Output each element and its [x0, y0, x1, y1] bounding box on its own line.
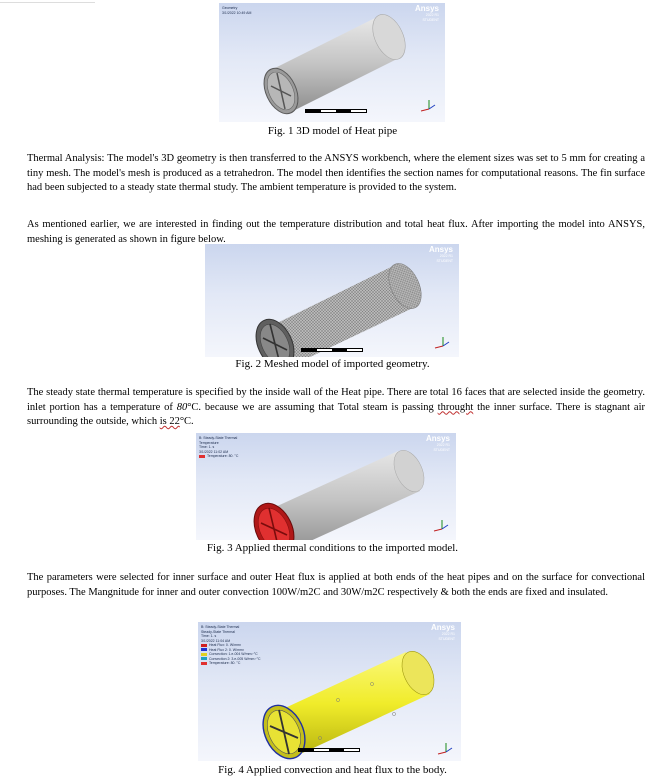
figure-2-caption: Fig. 2 Meshed model of imported geometry.: [235, 358, 430, 370]
license: STUDENT: [438, 636, 455, 641]
figure-3-image: [196, 433, 456, 540]
scale-bar: [298, 748, 360, 752]
text-run: °C.: [179, 416, 194, 427]
legend-line: Convection 2: 3.e-005 W/mm²·°C: [201, 657, 261, 662]
edition: 2022 R1: [441, 632, 455, 636]
figure-1-caption: Fig. 1 3D model of Heat pipe: [267, 125, 398, 137]
scale-bar: [301, 348, 363, 352]
meshed-heat-pipe: [205, 244, 459, 357]
legend-line: Temperature: 80. °C: [201, 661, 261, 666]
edition: 2022 R1: [425, 13, 439, 17]
figure-2-image: [205, 244, 459, 357]
heat-pipe-convection-model: [198, 622, 461, 761]
legend-line: Temperature: [199, 440, 219, 445]
paragraph-mentioned: As mentioned earlier, we are interested in finding out the temperature distribution and total heat flux. After importing the model into ANSYS, meshing is generated as shown in figure below.: [27, 219, 645, 245]
misspelled-word: is 22: [159, 416, 180, 427]
brand: Ansys: [428, 245, 453, 254]
figure-3-caption: Fig. 3 Applied thermal conditions to the imported model.: [206, 542, 459, 554]
legend-line: Heat Flux 2: 0. W/mm²: [201, 648, 261, 653]
legend-line: Temperature: 80. °C: [199, 454, 238, 459]
legend-line: Steady-State Thermal: [201, 629, 235, 634]
legend-line: Time: 1. s: [199, 445, 215, 449]
axis-triad-icon: [438, 743, 452, 754]
axis-triad-icon: [421, 100, 435, 111]
temperature-value: 80: [176, 401, 188, 413]
paragraph-parameters: The parameters were selected for inner surface and outer Heat flux is applied at both ends of the heat pipes and on the surface for convectional purposes. The Mangnitude for inner and outer convection 100W/m2C and 30W/m2C respectively & both the ends are fixed and insulated.: [27, 572, 645, 598]
text-run: °C. because we are assuming that Total steam is passing: [187, 401, 438, 413]
legend-line: B: Steady-State Thermal: [201, 625, 240, 629]
license: STUDENT: [433, 447, 450, 452]
paragraph-steady-state: [27, 386, 645, 430]
legend-line: B: Steady-State Thermal: [199, 436, 238, 440]
axis-triad-icon: [435, 337, 449, 348]
license: STUDENT: [422, 17, 439, 22]
figure-1-image: [219, 3, 445, 122]
brand: Ansys: [414, 4, 439, 13]
figure-4-image: [198, 622, 461, 761]
misspelled-word: throught: [437, 401, 474, 413]
figure-4-caption: Fig. 4 Applied convection and heat flux to the body.: [218, 764, 447, 776]
scale-bar: [305, 109, 367, 113]
legend-line: Convection: 1.e-004 W/mm²·°C: [201, 652, 261, 657]
legend-line: 3/1/2022 10:49 AM: [222, 10, 252, 15]
legend-line: 3/1/2022 11:04 AM: [201, 638, 231, 643]
legend-line: Heat Flux: 0. W/mm²: [201, 643, 261, 648]
license: STUDENT: [436, 258, 453, 263]
brand: Ansys: [425, 434, 450, 443]
legend-line: 3/1/2022 11:02 AM: [199, 449, 229, 454]
heat-pipe-temperature-model: [196, 433, 456, 540]
text-run: the inner surface. There is stagnant air surrounding the outside, which: [27, 401, 646, 427]
text-run: The steady state thermal temperature is specified by the inside wall of the Heat pipe. There are total 16 faces that are selected inside the geometry. inlet portion has a temperature of: [27, 387, 645, 413]
brand: Ansys: [430, 623, 455, 632]
heat-pipe-3d-model: [219, 3, 445, 122]
axis-triad-icon: [434, 520, 448, 531]
legend-line: Geometry: [222, 6, 238, 10]
header-rule: [0, 2, 95, 3]
edition: 2022 R1: [439, 254, 453, 258]
paragraph-thermal-analysis: Thermal Analysis: The model's 3D geometry is then transferred to the ANSYS workbench, where the element sizes was set to 5 mm for creating a tiny mesh. The model's mesh is produced as a tetrahedron. The model then identifies the section names for computational reasons. The fin surface had been subjected to a steady state thermal study. The ambient temperature is provided to the system.: [27, 153, 645, 193]
edition: 2022 R1: [436, 443, 450, 447]
legend-line: Time: 1. s: [201, 634, 217, 638]
